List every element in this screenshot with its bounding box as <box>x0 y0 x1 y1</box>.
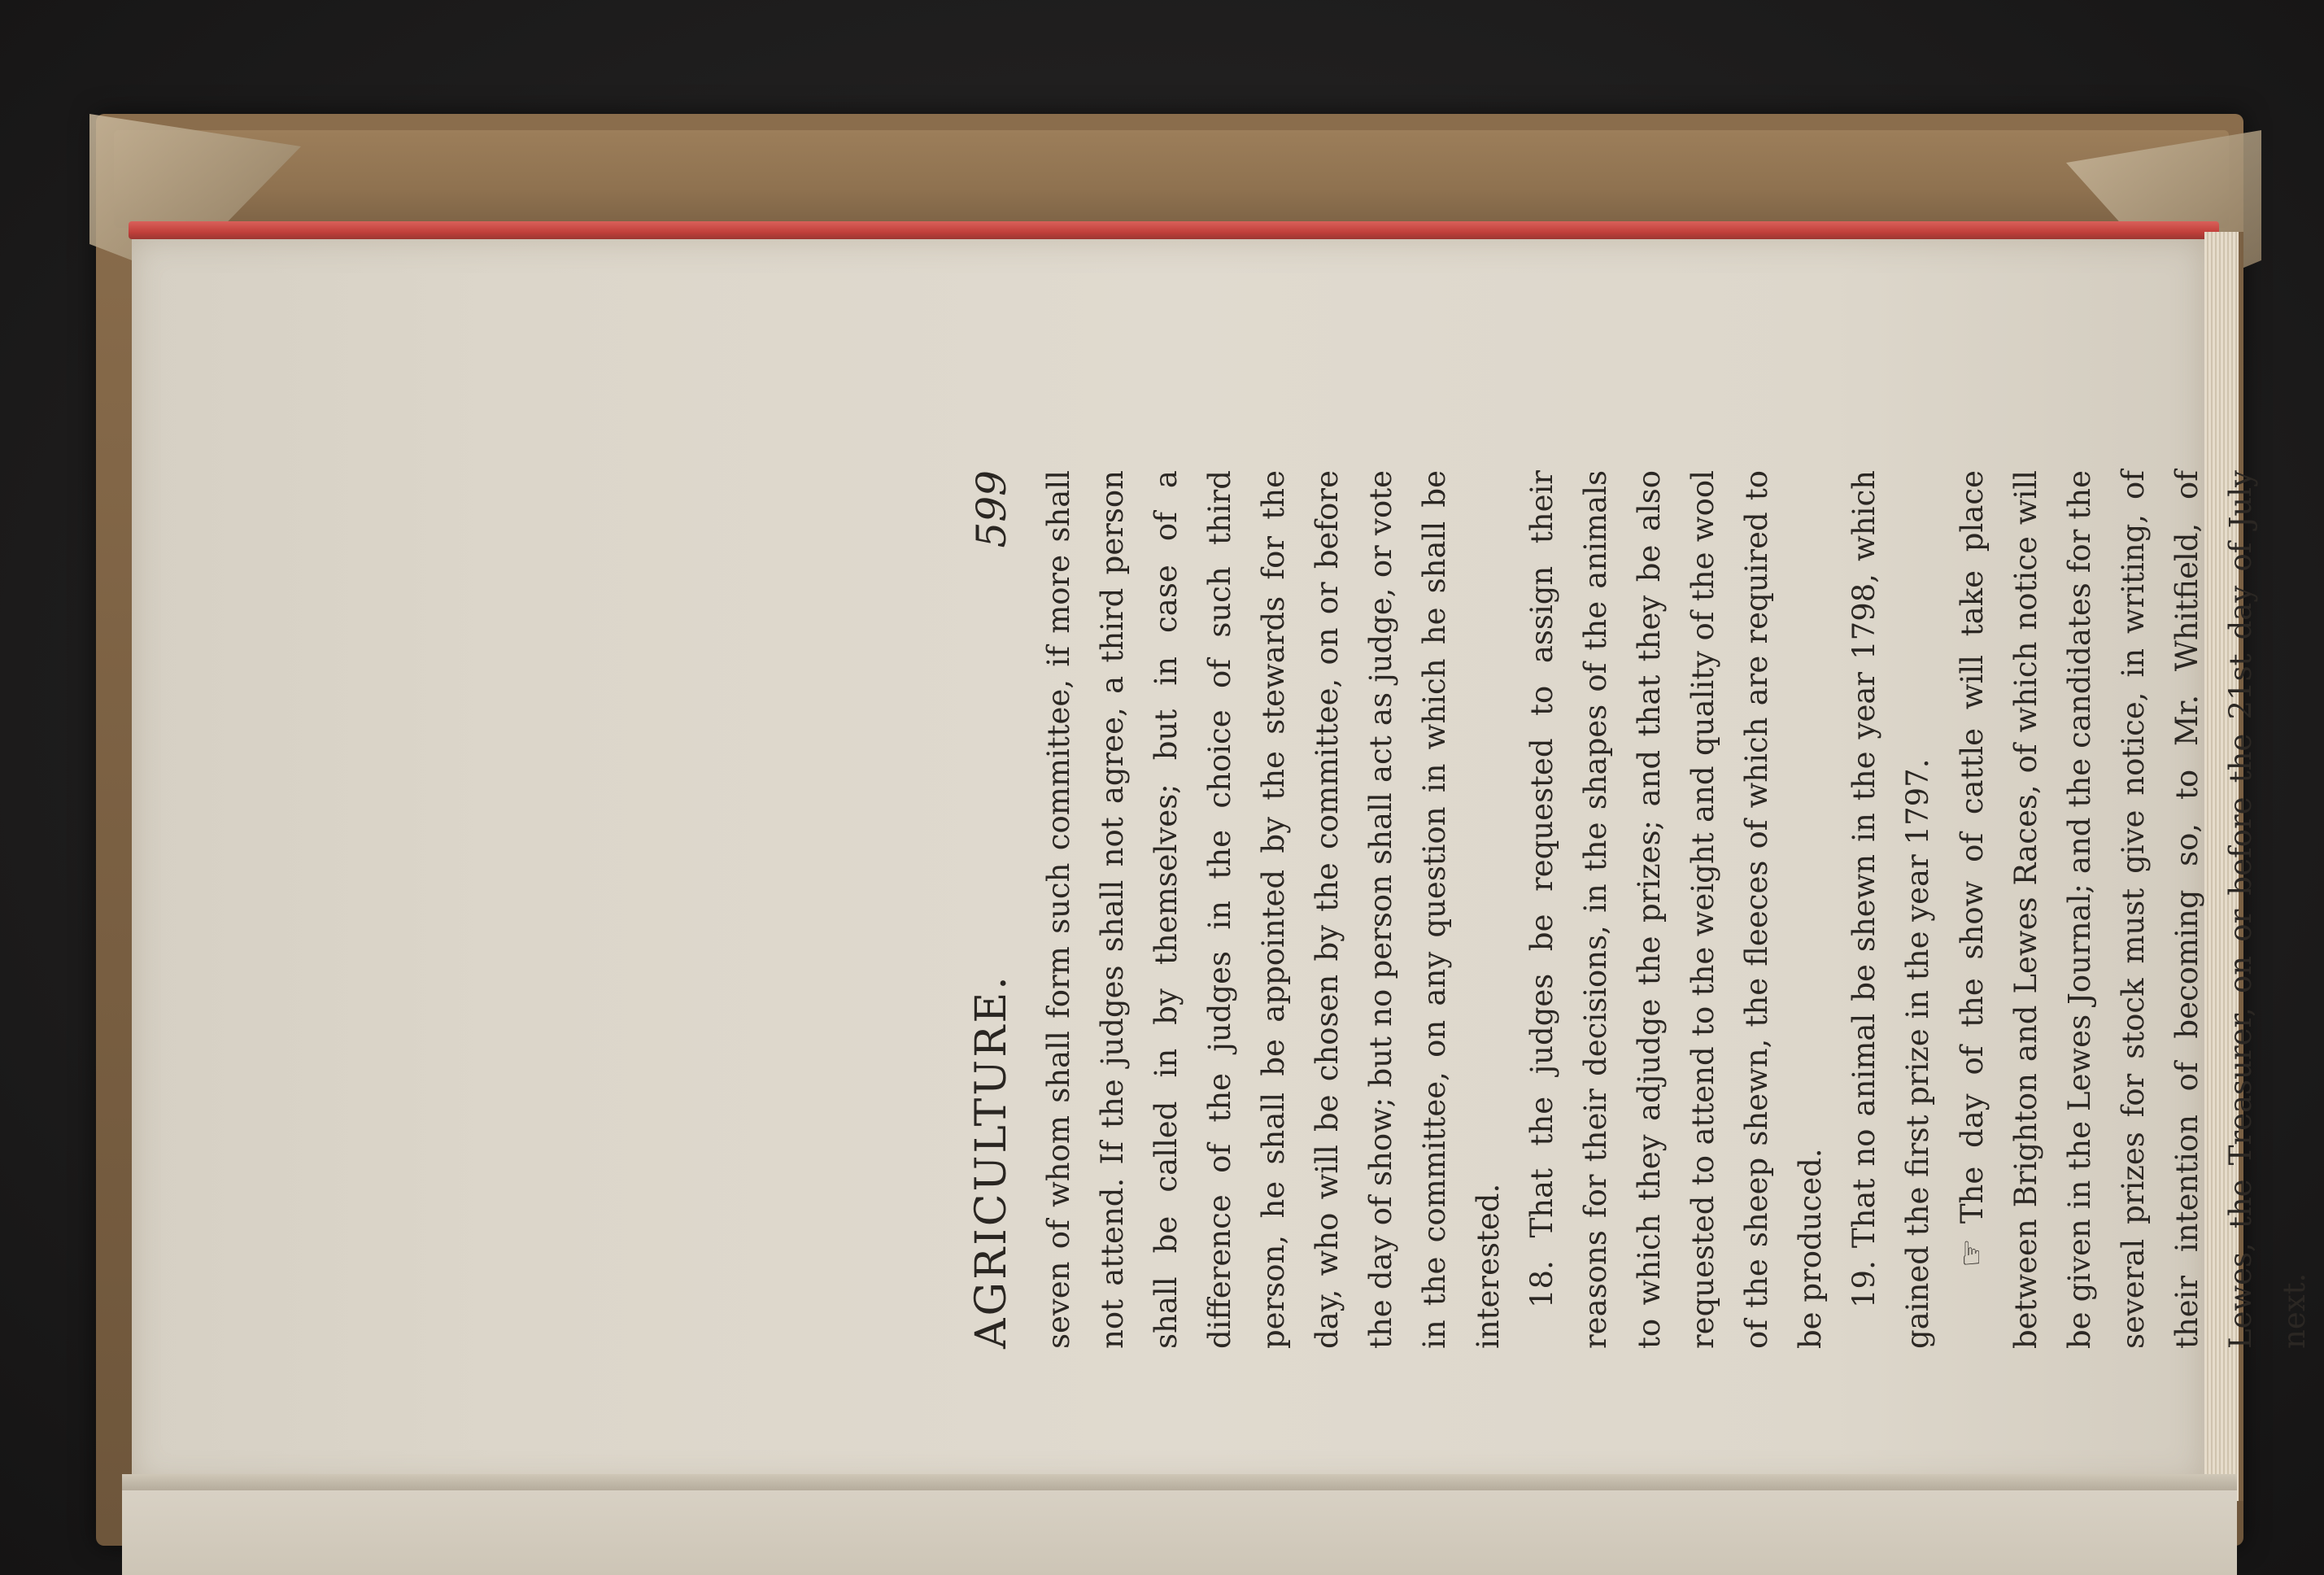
page-gutter <box>122 1474 2237 1490</box>
paragraph-notice <box>1945 470 2322 1349</box>
paragraph-item-19: 19. That no animal be shewn in the year 1798, which gained the first prize in the year 1797. <box>1847 470 1935 1349</box>
page-text-frame <box>670 470 2324 1575</box>
cover-edge-band <box>114 130 2229 228</box>
book-page <box>132 239 2312 1484</box>
red-page-edge <box>129 221 2219 239</box>
body-text <box>1032 470 2322 1349</box>
facing-page <box>122 1490 2237 1575</box>
paragraph-item-18: 18. That the judges be requested to assign their reasons for their decisions, in the shapes of the animals to which they adjudge the prizes; and that they be also requested to attend to the weight and quality of the wool of the sheep shewn, the fleeces of which are required to be produced. <box>1524 470 1828 1349</box>
pointing-hand-icon: ☞ <box>1953 1238 1990 1267</box>
running-head <box>959 470 1024 1349</box>
page-number: 599 <box>968 470 1015 548</box>
paragraph-continuation: seven of whom shall form such committee, if more shall not attend. If the judges shall not agree, a third person shall be called in by themselves; but in case of a difference of the judges in the choice of such third person, he shall be appointed by the stewards for the day, who will be chosen by the committee, on or before the day of show; but no person shall act as judge, or vote in the committee, on any question in which he shall be interested. <box>1041 470 1506 1349</box>
page-title: AGRICULTURE. <box>967 974 1016 1349</box>
notice-text: The day of the show of cattle will take place between Brighton and Lewes Races, of which notice will be given in the Lewes Journal; and the candidates for the several prizes for stock must give notice, in writing, of their intention of becoming so, to Mr. Whitfield, of Lewes, the Treasurer, on or before the 21st day of July next. <box>1955 470 2312 1349</box>
